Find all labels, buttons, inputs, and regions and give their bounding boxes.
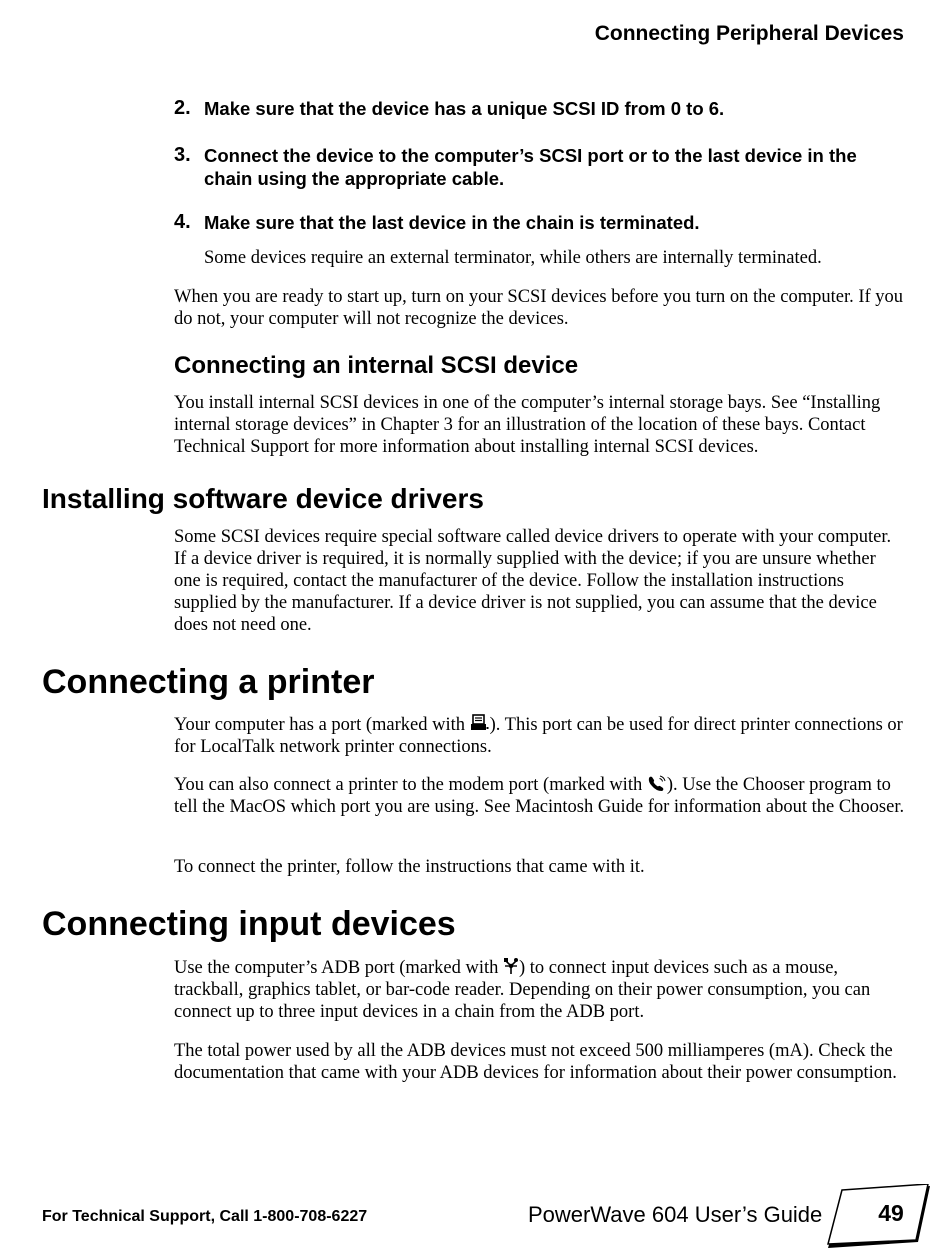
step-text: Make sure that the device has a unique SCSI ID from 0 to 6. bbox=[204, 98, 725, 119]
step-3 bbox=[174, 144, 904, 190]
internal-scsi-heading: Connecting an internal SCSI device bbox=[174, 352, 579, 379]
footer-guide-title: PowerWave 604 User’s Guide bbox=[528, 1202, 823, 1227]
input-paragraph-1 bbox=[174, 957, 906, 1023]
running-head: Connecting Peripheral Devices bbox=[594, 22, 904, 45]
printer-p1-start: Your computer has a port (marked with bbox=[174, 715, 470, 735]
drivers-paragraph: Some SCSI devices require special software called device drivers to operate with your computer. If a device driver is required, it is normally supplied with the device; if you are unsure whether one is required, contact the manufacturer of the device. Follow the installation instructions supplied by the manufacturer. If a device driver is not supplied, you can assume that the device does not need one. bbox=[174, 527, 892, 635]
drivers-heading: Installing software device drivers bbox=[42, 483, 484, 514]
step-number: 3. bbox=[174, 144, 191, 166]
printer-paragraph-2 bbox=[174, 774, 906, 818]
modem-port-icon bbox=[647, 774, 667, 792]
printer-port-icon bbox=[470, 714, 490, 732]
printer-heading: Connecting a printer bbox=[42, 663, 375, 701]
internal-scsi-paragraph: You install internal SCSI devices in one of the computer’s internal storage bays. See “Installing internal storage devices” in Chapter 3 for an illustration of the location of these bays. Contact Technical Support for more information about installing internal SCSI devices. bbox=[174, 393, 881, 457]
step-4 bbox=[174, 211, 904, 234]
input-p1-end: ) to connect input devices such as a mouse, trackball, graphics tablet, or bar-code reader. Depending on their power consumption, you can connect up to three input devices in a chain from the ADB port. bbox=[174, 958, 871, 1022]
step-text: Make sure that the last device in the chain is terminated. bbox=[204, 212, 700, 233]
printer-p1-end: ). This port can be used for direct printer connections or for LocalTalk network printer connections. bbox=[174, 715, 903, 757]
printer-p2-end: ). Use the Chooser program to tell the MacOS which port you are using. See Macintosh Guide for information about the Chooser. bbox=[174, 775, 905, 817]
step-number: 2. bbox=[174, 97, 191, 119]
input-p1-start: Use the computer’s ADB port (marked with bbox=[174, 958, 503, 978]
step-text: Connect the device to the computer’s SCSI port or to the last device in the chain using the appropriate cable. bbox=[204, 145, 857, 189]
printer-p2-start: You can also connect a printer to the modem port (marked with bbox=[174, 775, 647, 795]
step-4-note: Some devices require an external terminator, while others are internally terminated. bbox=[204, 248, 822, 268]
printer-paragraph-1 bbox=[174, 714, 906, 758]
step-2 bbox=[174, 97, 904, 120]
printer-paragraph-3: To connect the printer, follow the instructions that came with it. bbox=[174, 857, 645, 877]
startup-paragraph: When you are ready to start up, turn on your SCSI devices before you turn on the computer. If you do not, your computer will not recognize the devices. bbox=[174, 287, 904, 329]
step-number: 4. bbox=[174, 211, 191, 233]
input-paragraph-2: The total power used by all the ADB devices must not exceed 500 milliamperes (mA). Check the documentation that came with your ADB devices for information about their power consumption. bbox=[174, 1041, 897, 1083]
input-heading: Connecting input devices bbox=[42, 905, 456, 943]
adb-port-icon bbox=[503, 957, 519, 975]
footer-support: For Technical Support, Call 1-800-708-6227 bbox=[42, 1208, 368, 1225]
page-number: 49 bbox=[878, 1200, 904, 1226]
